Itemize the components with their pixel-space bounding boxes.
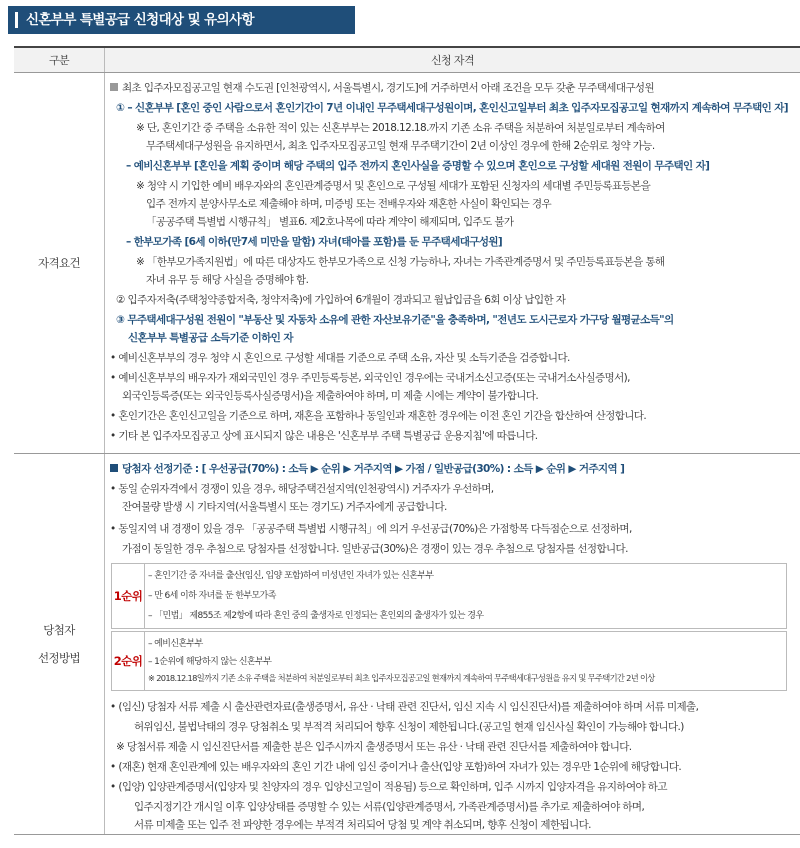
list-item: • (입양) 입양관계증명서(입양자 및 친양자의 경우 입양신고일이 적용됨) 등으로 확인하며, 입주 시까지 입양자격을 유지하여야 하고 — [110, 781, 667, 793]
list-item: ※ 당첨서류 제출 시 임신진단서를 제출한 분은 입주시까지 출생증명서 또는 유산 · 낙태 관련 진단서를 제출하여야 합니다. — [116, 741, 632, 753]
title-accent-mark — [15, 12, 18, 28]
header-category: 구분 — [14, 47, 105, 73]
list-item: 외국인등록증(또는 외국인등록사실증명서)을 제출하여야 하며, 미 제출 시에는 계약이 불가합니다. — [122, 390, 539, 402]
list-item: 입주 전까지 분양사무소로 제출해야 하며, 미증빙 또는 전배우자와 재혼한 사실이 확인되는 경우 — [146, 198, 552, 210]
list-item: 허위임신, 불법낙태의 경우 당첨취소 및 부적격 처리되어 향후 신청이 제한됩니다.(공고일 현재 임신사실 확인이 가능해야 합니다.) — [134, 721, 684, 733]
list-item: ※ 2018.12.18일까지 기존 소유 주택을 처분하여 처분일로부터 최초 입주자모집공고일 현재까지 계속하여 무주택세대구성원을 유지 및 무주택기간 2년 이상 — [148, 673, 655, 683]
selection-label-line: 당첨자 — [43, 623, 75, 637]
list-item: 무주택세대구성원을 유지하면서, 최초 입주자모집공고일 현재 무주택기간이 2년 이상인 경우에 한해 2순위로 청약 가능. — [146, 140, 655, 152]
list-item: 서류 미제출 또는 입주 전 파양한 경우에는 부적격 처리되어 당첨 및 계약 취소되며, 향후 신청이 제한됩니다. — [134, 819, 591, 831]
table-row-qualification — [14, 73, 800, 454]
square-bullet-icon — [110, 83, 118, 91]
section-title-bar — [8, 6, 355, 34]
selection-content — [105, 454, 800, 835]
list-item: 자녀 유무 등 해당 사실을 증명해야 함. — [146, 274, 309, 286]
list-item: • 동일지역 내 경쟁이 있을 경우 「공공주택 특별법 시행규칙」에 의거 우선공급(70%)은 가점항목 다득점순으로 선정하며, — [110, 523, 632, 535]
row-label-selection — [14, 454, 105, 835]
row-label-qualification: 자격요건 — [14, 73, 105, 454]
list-item: – 혼인기간 중 자녀를 출산(임신, 입양 포함)하여 미성년인 자녀가 있는 신혼부부 — [148, 571, 434, 581]
list-item: • 예비신혼부부의 배우자가 재외국민인 경우 주민등록등본, 외국인인 경우에는 국내거소신고증(또는 국내거소사실증명서), — [110, 372, 630, 384]
list-item: ② 입주자저축(주택청약종합저축, 청약저축)에 가입하여 6개월이 경과되고 월납입금을 6회 이상 납입한 자 — [116, 294, 566, 306]
section-title: 신혼부부 특별공급 신청대상 및 유의사항 — [26, 12, 254, 28]
rank-2-box — [111, 631, 787, 691]
list-item: ※ 「한부모가족지원법」에 따른 대상자도 한부모가족으로 신청 가능하나, 자녀는 가족관계증명서 및 주민등록표등본을 통해 — [136, 256, 665, 268]
list-item: – 1순위에 해당하지 않는 신혼부부 — [148, 657, 272, 667]
qualification-content — [105, 73, 800, 454]
list-item: 입주지정기간 개시일 이후 입양상태를 증명할 수 있는 서류(입양관계증명서, 가족관계증명서)를 추가로 제출하여야 하며, — [134, 801, 645, 813]
list-item: • 예비신혼부부의 경우 청약 시 혼인으로 구성할 세대를 기준으로 주택 소유, 자산 및 소득기준을 검증합니다. — [110, 352, 570, 364]
list-item: • (임신) 당첨자 서류 제출 시 출산관련자료(출생증명서, 유산 · 낙태 관련 진단서, 임신 지속 시 임신진단서)를 제출하여야 하며 서류 미제출, — [110, 701, 699, 713]
list-item: • 혼인기간은 혼인신고일을 기준으로 하며, 재혼을 포함하나 동일인과 재혼한 경우에는 이전 혼인 기간을 합산하여 산정합니다. — [110, 410, 647, 422]
list-item: 가점이 동일한 경우 추첨으로 당첨자를 선정합니다. 일반공급(30%)은 경쟁이 있는 경우 추첨으로 당첨자를 선정합니다. — [122, 543, 628, 555]
table-row-selection — [14, 454, 800, 835]
list-item: – 예비신혼부부 [혼인을 계획 중이며 해당 주택의 입주 전까지 혼인사실을 증명할 수 있으며 혼인으로 구성할 세대원 전원이 무주택인 자] — [126, 160, 710, 172]
list-item: – 한부모가족 [6세 이하(만7세 미만을 말함) 자녀(태아를 포함)를 둔 무주택세대구성원] — [126, 236, 503, 248]
list-item: ※ 청약 시 기입한 예비 배우자와의 혼인관계증명서 및 혼인으로 구성될 세대가 포함된 신청자의 세대별 주민등록표등본을 — [136, 180, 651, 192]
list-item: – 예비신혼부부 — [148, 639, 203, 649]
list-item: 「공공주택 특별법 시행규칙」 별표6. 제2호나목에 따라 계약이 해제되며, 입주도 불가 — [146, 216, 514, 228]
list-item: 잔여물량 발생 시 기타지역(서울특별시 또는 경기도) 거주자에게 공급합니다. — [122, 501, 447, 513]
list-item: • 기타 본 입주자모집공고 상에 표시되지 않은 내용은 '신혼부부 주택 특별공급 운용지침'에 따릅니다. — [110, 430, 538, 442]
qualification-table — [14, 46, 800, 835]
header-qualification: 신청 자격 — [105, 47, 800, 73]
list-item: ① – 신혼부부 [혼인 중인 사람으로서 혼인기간이 7년 이내인 무주택세대구성원이며, 혼인신고일부터 최초 입주자모집공고일 현재까지 계속하여 무주택인 자] — [116, 102, 788, 114]
list-item: ③ 무주택세대구성원 전원이 "부동산 및 자동차 소유에 관한 자산보유기준"을 충족하며, "전년도 도시근로자 가구당 월평균소득"의 — [116, 314, 674, 326]
list-item: • (재혼) 현재 혼인관계에 있는 배우자와의 혼인 기간 내에 임신 중이거나 출산(입양 포함)하여 자녀가 있는 경우만 1순위에 해당합니다. — [110, 761, 682, 773]
rank-1-label: 1순위 — [112, 564, 145, 628]
rank-1-box — [111, 563, 787, 629]
list-item: 당첨자 선정기준 : [ 우선공급(70%) : 소득 ▶ 순위 ▶ 거주지역 ▶ 가점 / 일반공급(30%) : 소득 ▶ 순위 ▶ 거주지역 ] — [110, 461, 624, 476]
list-item: 최초 입주자모집공고일 현재 수도권 [인천광역시, 서울특별시, 경기도]에 거주하면서 아래 조건을 모두 갖춘 무주택세대구성원 — [110, 80, 654, 95]
list-item: 신혼부부 특별공급 소득기준 이하인 자 — [128, 332, 293, 344]
list-item: ※ 단, 혼인기간 중 주택을 소유한 적이 있는 신혼부부는 2018.12.18.까지 기존 소유 주택을 처분하여 처분일로부터 계속하여 — [136, 122, 665, 134]
selection-label-line: 선정방법 — [37, 651, 81, 665]
list-item: – 만 6세 이하 자녀를 둔 한부모가족 — [148, 591, 276, 601]
table-header-row — [14, 47, 800, 73]
list-item: • 동일 순위자격에서 경쟁이 있을 경우, 해당주택건설지역(인천광역시) 거주자가 우선하며, — [110, 483, 494, 495]
rank-2-label: 2순위 — [112, 632, 145, 690]
square-bullet-icon — [110, 464, 118, 472]
list-item: – 「민법」 제855조 제2항에 따라 혼인 중의 출생자로 인정되는 혼인외의 출생자가 있는 경우 — [148, 611, 484, 621]
